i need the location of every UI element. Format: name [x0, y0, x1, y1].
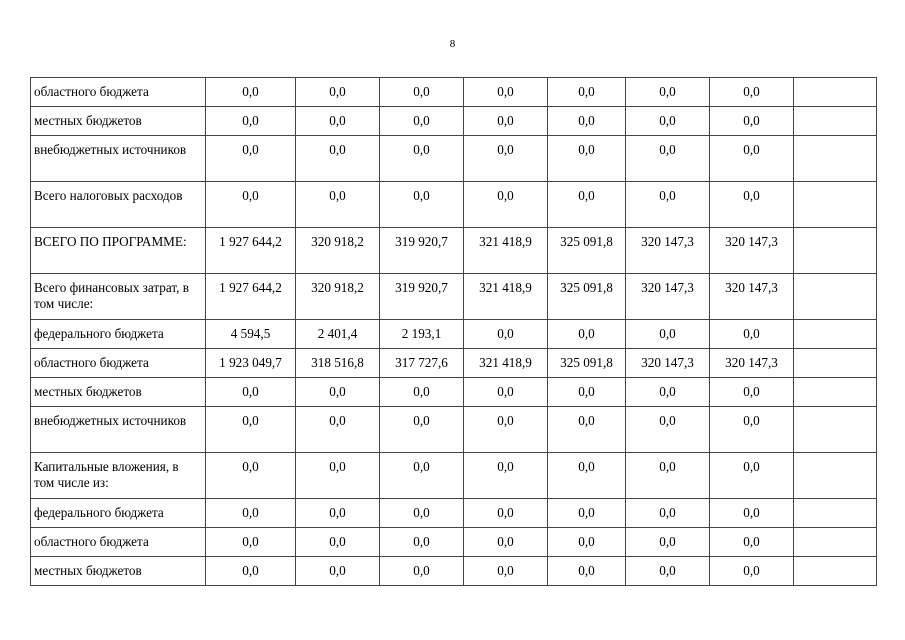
value-cell: 0,0 — [380, 557, 464, 586]
value-cell: 320 918,2 — [296, 274, 380, 320]
empty-cell — [794, 528, 877, 557]
page-number: 8 — [449, 38, 456, 50]
value-cell: 0,0 — [296, 182, 380, 228]
value-cell: 319 920,7 — [380, 274, 464, 320]
value-cell: 0,0 — [296, 136, 380, 182]
value-cell: 2 193,1 — [380, 320, 464, 349]
value-cell: 0,0 — [626, 182, 710, 228]
value-cell: 0,0 — [206, 453, 296, 499]
value-cell: 0,0 — [710, 107, 794, 136]
value-cell: 0,0 — [296, 528, 380, 557]
empty-cell — [794, 182, 877, 228]
row-label: местных бюджетов — [31, 557, 206, 586]
value-cell: 0,0 — [710, 136, 794, 182]
empty-cell — [794, 378, 877, 407]
value-cell: 320 147,3 — [626, 228, 710, 274]
value-cell: 0,0 — [206, 107, 296, 136]
value-cell: 0,0 — [380, 499, 464, 528]
row-label: Всего финансовых затрат, в том числе: — [31, 274, 206, 320]
value-cell: 325 091,8 — [548, 228, 626, 274]
value-cell: 0,0 — [626, 407, 710, 453]
row-label: областного бюджета — [31, 528, 206, 557]
value-cell: 0,0 — [296, 557, 380, 586]
value-cell: 320 147,3 — [626, 274, 710, 320]
table-row — [31, 407, 877, 453]
table-row — [31, 528, 877, 557]
table-row — [31, 349, 877, 378]
row-label: областного бюджета — [31, 349, 206, 378]
value-cell: 1 927 644,2 — [206, 274, 296, 320]
value-cell: 0,0 — [710, 407, 794, 453]
row-label: местных бюджетов — [31, 378, 206, 407]
table-row — [31, 78, 877, 107]
value-cell: 0,0 — [548, 407, 626, 453]
value-cell: 0,0 — [548, 528, 626, 557]
value-cell: 325 091,8 — [548, 349, 626, 378]
empty-cell — [794, 78, 877, 107]
value-cell: 320 147,3 — [710, 228, 794, 274]
value-cell: 318 516,8 — [296, 349, 380, 378]
value-cell: 0,0 — [206, 557, 296, 586]
value-cell: 0,0 — [380, 407, 464, 453]
empty-cell — [794, 557, 877, 586]
value-cell: 0,0 — [380, 378, 464, 407]
row-label: ВСЕГО ПО ПРОГРАММЕ: — [31, 228, 206, 274]
row-label: федерального бюджета — [31, 320, 206, 349]
row-label: внебюджетных источников — [31, 407, 206, 453]
value-cell: 0,0 — [710, 182, 794, 228]
value-cell: 0,0 — [464, 528, 548, 557]
empty-cell — [794, 407, 877, 453]
value-cell: 0,0 — [464, 453, 548, 499]
value-cell: 0,0 — [464, 320, 548, 349]
empty-cell — [794, 107, 877, 136]
value-cell: 0,0 — [464, 136, 548, 182]
value-cell: 0,0 — [206, 78, 296, 107]
table-row — [31, 453, 877, 499]
value-cell: 0,0 — [710, 499, 794, 528]
value-cell: 0,0 — [206, 407, 296, 453]
value-cell: 0,0 — [710, 320, 794, 349]
value-cell: 319 920,7 — [380, 228, 464, 274]
value-cell: 320 918,2 — [296, 228, 380, 274]
table-row — [31, 228, 877, 274]
value-cell: 0,0 — [548, 136, 626, 182]
empty-cell — [794, 228, 877, 274]
table-row — [31, 107, 877, 136]
value-cell: 0,0 — [710, 453, 794, 499]
value-cell: 0,0 — [296, 107, 380, 136]
value-cell: 320 147,3 — [626, 349, 710, 378]
value-cell: 0,0 — [626, 528, 710, 557]
value-cell: 0,0 — [206, 528, 296, 557]
value-cell: 0,0 — [206, 182, 296, 228]
value-cell: 0,0 — [296, 499, 380, 528]
row-label: местных бюджетов — [31, 107, 206, 136]
value-cell: 1 927 644,2 — [206, 228, 296, 274]
value-cell: 0,0 — [464, 557, 548, 586]
value-cell: 0,0 — [626, 378, 710, 407]
value-cell: 0,0 — [626, 136, 710, 182]
value-cell: 0,0 — [548, 557, 626, 586]
value-cell: 0,0 — [206, 499, 296, 528]
value-cell: 321 418,9 — [464, 274, 548, 320]
table-row — [31, 274, 877, 320]
table-row — [31, 499, 877, 528]
empty-cell — [794, 499, 877, 528]
empty-cell — [794, 274, 877, 320]
value-cell: 325 091,8 — [548, 274, 626, 320]
empty-cell — [794, 320, 877, 349]
value-cell: 0,0 — [626, 107, 710, 136]
value-cell: 320 147,3 — [710, 274, 794, 320]
value-cell: 0,0 — [548, 78, 626, 107]
value-cell: 0,0 — [626, 557, 710, 586]
value-cell: 0,0 — [710, 528, 794, 557]
value-cell: 0,0 — [626, 453, 710, 499]
value-cell: 0,0 — [206, 136, 296, 182]
value-cell: 0,0 — [548, 320, 626, 349]
value-cell: 0,0 — [548, 378, 626, 407]
value-cell: 0,0 — [380, 107, 464, 136]
value-cell: 0,0 — [710, 378, 794, 407]
value-cell: 0,0 — [464, 107, 548, 136]
value-cell: 0,0 — [296, 453, 380, 499]
empty-cell — [794, 453, 877, 499]
value-cell: 0,0 — [464, 407, 548, 453]
value-cell: 0,0 — [548, 107, 626, 136]
value-cell: 0,0 — [464, 182, 548, 228]
value-cell: 0,0 — [626, 499, 710, 528]
table-row — [31, 320, 877, 349]
empty-cell — [794, 349, 877, 378]
value-cell: 0,0 — [626, 320, 710, 349]
value-cell: 0,0 — [296, 378, 380, 407]
table-row — [31, 557, 877, 586]
value-cell: 0,0 — [464, 378, 548, 407]
value-cell: 0,0 — [548, 499, 626, 528]
value-cell: 317 727,6 — [380, 349, 464, 378]
row-label: Капитальные вложения, в том числе из: — [31, 453, 206, 499]
table-row — [31, 378, 877, 407]
table-row — [31, 136, 877, 182]
value-cell: 0,0 — [296, 407, 380, 453]
value-cell: 1 923 049,7 — [206, 349, 296, 378]
value-cell: 0,0 — [626, 78, 710, 107]
value-cell: 0,0 — [206, 378, 296, 407]
empty-cell — [794, 136, 877, 182]
row-label: федерального бюджета — [31, 499, 206, 528]
value-cell: 0,0 — [710, 557, 794, 586]
value-cell: 0,0 — [548, 182, 626, 228]
row-label: Всего налоговых расходов — [31, 182, 206, 228]
value-cell: 2 401,4 — [296, 320, 380, 349]
value-cell: 321 418,9 — [464, 349, 548, 378]
value-cell: 0,0 — [380, 528, 464, 557]
row-label: внебюджетных источников — [31, 136, 206, 182]
row-label: областного бюджета — [31, 78, 206, 107]
value-cell: 0,0 — [380, 78, 464, 107]
budget-table — [30, 77, 877, 586]
value-cell: 0,0 — [296, 78, 380, 107]
value-cell: 0,0 — [464, 78, 548, 107]
table-body — [31, 78, 877, 586]
value-cell: 0,0 — [380, 136, 464, 182]
table-row — [31, 182, 877, 228]
value-cell: 0,0 — [548, 453, 626, 499]
value-cell: 0,0 — [710, 78, 794, 107]
value-cell: 320 147,3 — [710, 349, 794, 378]
value-cell: 321 418,9 — [464, 228, 548, 274]
value-cell: 4 594,5 — [206, 320, 296, 349]
value-cell: 0,0 — [380, 453, 464, 499]
value-cell: 0,0 — [464, 499, 548, 528]
value-cell: 0,0 — [380, 182, 464, 228]
